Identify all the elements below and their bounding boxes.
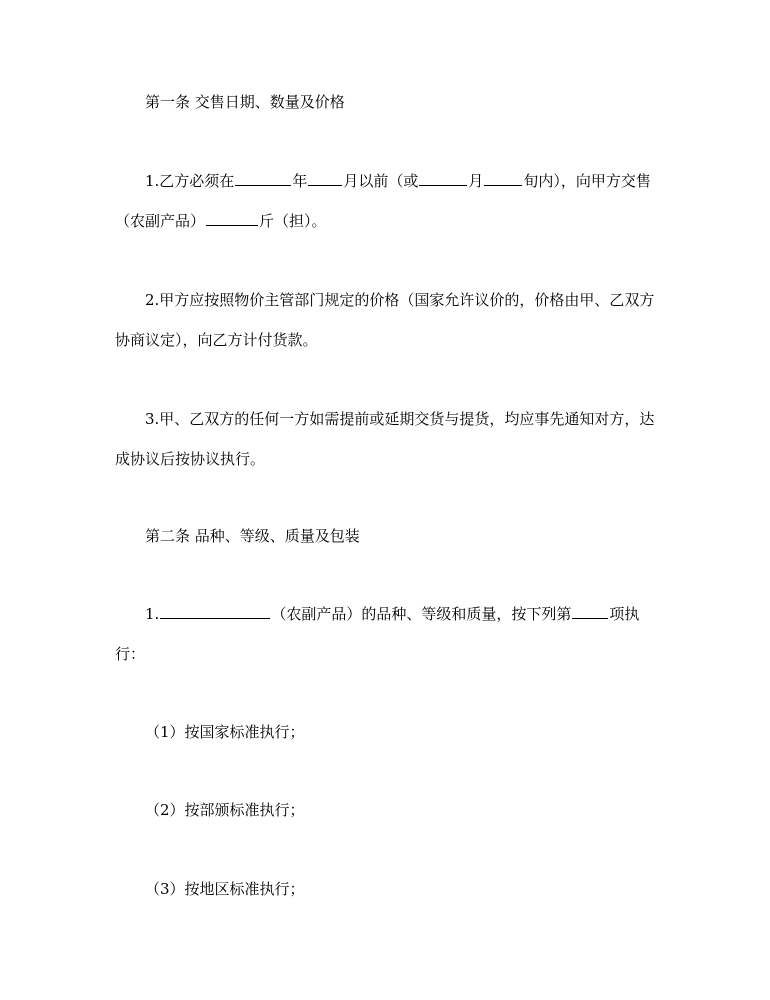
clause-text: 旬内），向甲方交售 — [523, 172, 651, 190]
article-1-clause-2-line-1: 2.甲方应按照物价主管部门规定的价格（国家允许议价的，价格由甲、乙双方 — [145, 291, 655, 309]
quantity-blank — [206, 211, 258, 226]
article-1-clause-3-line-2: 成协议后按协议执行。 — [115, 450, 266, 468]
article-1-heading: 第一条 交售日期、数量及价格 — [145, 93, 345, 111]
clause-text: 1.乙方必须在 — [145, 172, 235, 190]
period-blank — [484, 171, 522, 186]
clause-text: 斤（担）。 — [259, 212, 327, 230]
clause-text: 月以前（或 — [343, 172, 419, 190]
month-blank — [308, 171, 342, 186]
product-name-blank — [160, 604, 270, 619]
clause-text: 年 — [292, 172, 308, 190]
clause-text: （农副产品）的品种、等级和质量，按下列第 — [271, 605, 572, 623]
article-2-clause-1-line-1 — [145, 604, 639, 624]
clause-text: （农副产品） — [115, 212, 206, 230]
alt-month-blank — [419, 171, 467, 186]
clause-text: 1. — [145, 605, 160, 623]
standard-option-3: （3）按地区标准执行； — [145, 880, 305, 898]
article-2-clause-1-line-2: 行： — [115, 645, 146, 663]
clause-text: 月 — [468, 172, 484, 190]
year-blank — [235, 171, 291, 186]
article-1-clause-3-line-1: 3.甲、乙双方的任何一方如需提前或延期交货与提货，均应事先通知对方，达 — [145, 410, 655, 428]
standard-option-2: （2）按部颁标准执行； — [145, 801, 305, 819]
article-2-heading: 第二条 品种、等级、质量及包装 — [145, 527, 360, 545]
option-number-blank — [572, 604, 608, 619]
article-1-clause-2-line-2: 协商议定），向乙方计付货款。 — [115, 331, 318, 349]
article-1-clause-1-line-1 — [145, 171, 651, 191]
clause-text: 项执 — [609, 605, 640, 623]
standard-option-1: （1）按国家标准执行； — [145, 723, 305, 741]
article-1-clause-1-line-2 — [115, 211, 327, 231]
